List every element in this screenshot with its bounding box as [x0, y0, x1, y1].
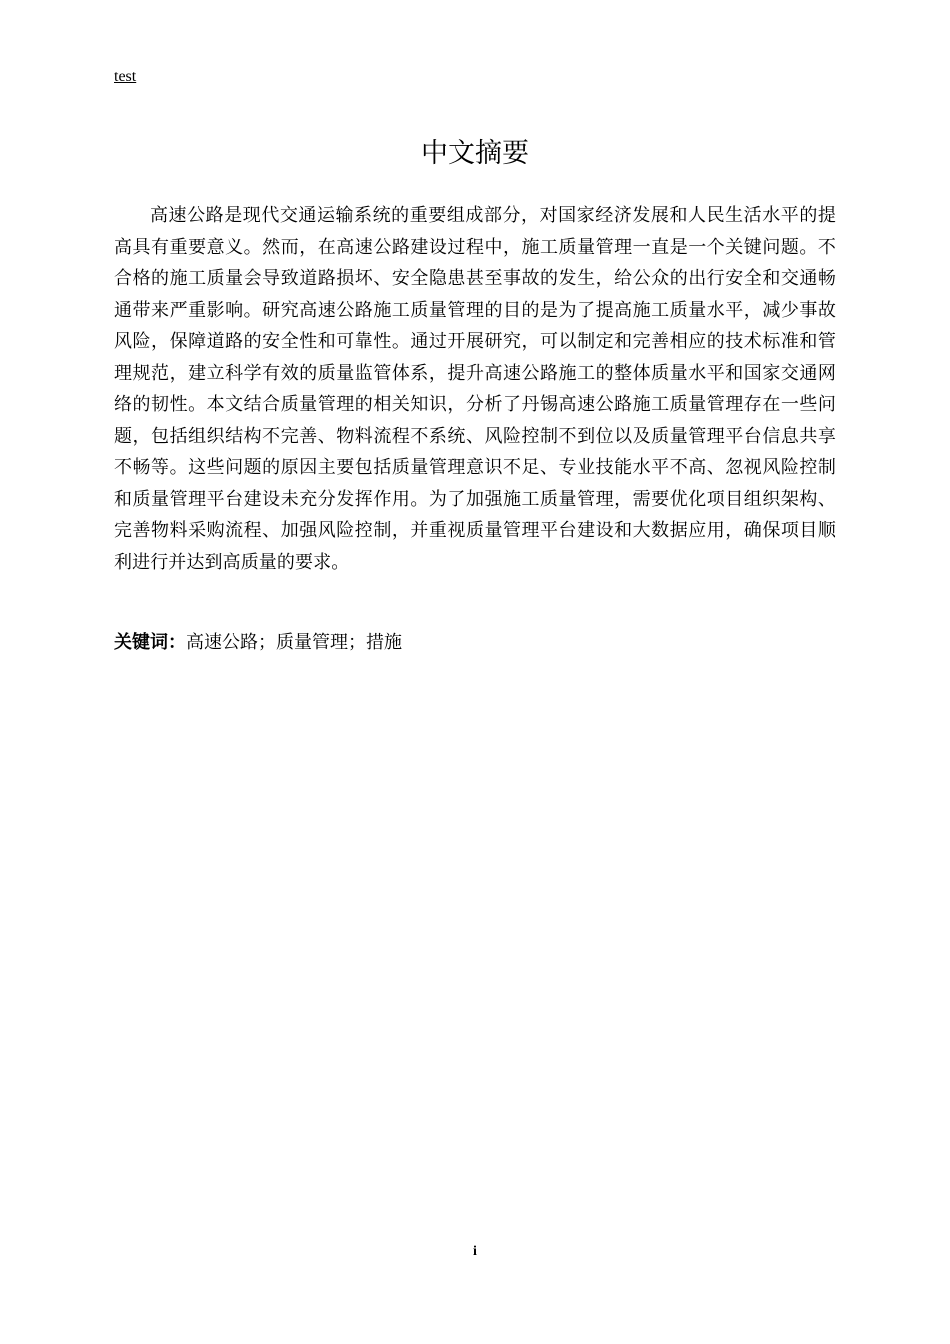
page-title: 中文摘要	[421, 138, 529, 169]
keywords-label: 关键词：	[114, 632, 186, 653]
keywords-text: 高速公路；质量管理；措施	[186, 632, 402, 653]
abstract-paragraph: 高速公路是现代交通运输系统的重要组成部分，对国家经济发展和人民生活水平的提高具有重要意义。然而，在高速公路建设过程中，施工质量管理一直是一个关键问题。不合格的施工质量会导致道路损坏、安全隐患甚至事故的发生，给公众的出行安全和交通畅通带来严重影响。研究高速公路施工质量管理的目的是为了提高施工质量水平，减少事故风险，保障道路的安全性和可靠性。通过开展研究，可以制定和完善相应的技术标准和管理规范，建立科学有效的质量监管体系，提升高速公路施工的整体质量水平和国家交通网络的韧性。本文结合质量管理的相关知识，分析了丹锡高速公路施工质量管理存在一些问题，包括组织结构不完善、物料流程不系统、风险控制不到位以及质量管理平台信息共享不畅等。这些问题的原因主要包括质量管理意识不足、专业技能水平不高、忽视风险控制和质量管理平台建设未充分发挥作用。为了加强施工质量管理，需要优化项目组织架构、完善物料采购流程、加强风险控制，并重视质量管理平台建设和大数据应用，确保项目顺利进行并达到高质量的要求。	[114, 205, 836, 573]
header-link[interactable]: test	[114, 68, 137, 85]
keywords-line	[114, 629, 836, 657]
page-number: i	[473, 1244, 477, 1259]
